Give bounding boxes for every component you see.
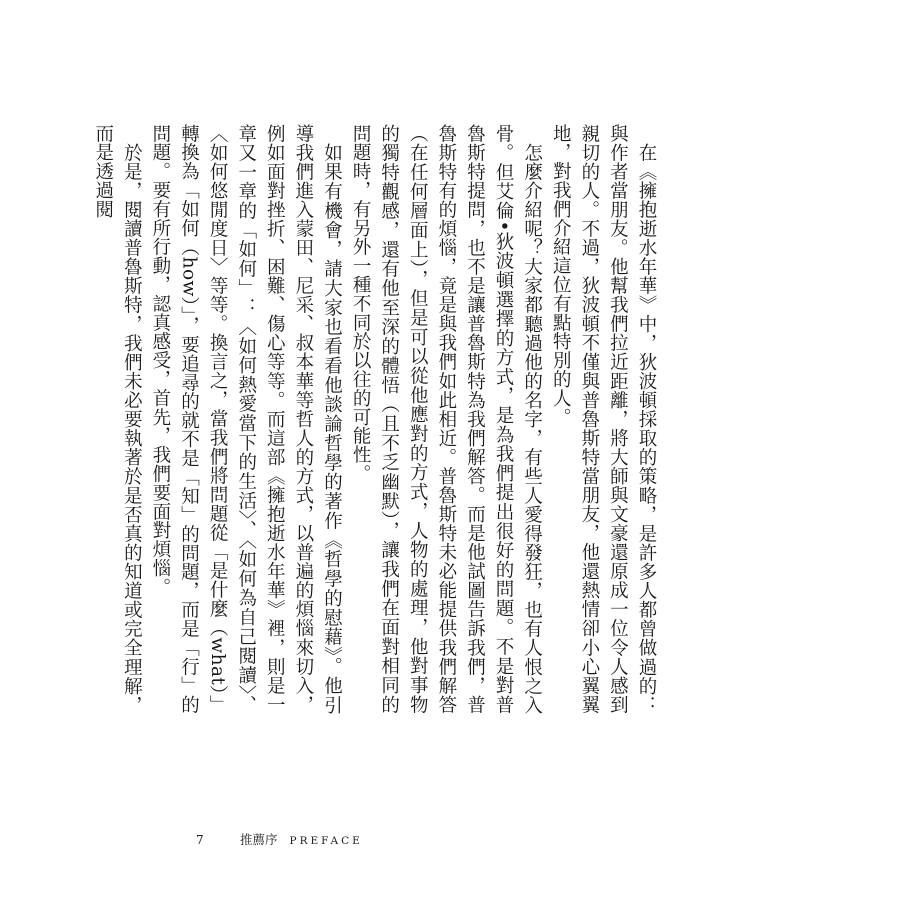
paragraph-1: 在《擁抱逝水年華》中，狄波頓採取的策略，是許多人都曾做過的：與作者當朋友。他幫我們拉近距離，將大師與文豪還原成一位令人感到親切的人。不過，狄波頓不僅與普魯斯特當朋友，他還熱情卻小心翼翼地，對我們介紹這位有點特別的人。 bbox=[550, 124, 657, 714]
section-title-chinese: 推薦序 bbox=[240, 832, 278, 847]
paragraph-3: 如果有機會，請大家也看看他談論哲學的著作《哲學的慰藉》。他引導我們進入蒙田、尼采、叔本華等哲人的方式，以普遍的煩惱來切入，例如面對挫折、困難、傷心等等。而這部《擁抱逝水年華》裡，則是一章又一章的「如何」：〈如何熱愛當下的生活〉、〈如何為自己閱讀〉、〈如何悠閒度日〉等等。換言之，當我們將問題從「是什麼（what）」轉換為「如何（how）」，要追尋的就不是「知」的問題，而是「行」的問題。要有所行動，認真感受，首先，我們要面對煩惱。 bbox=[149, 124, 343, 714]
page-footer bbox=[196, 830, 363, 850]
paragraph-2: 怎麼介紹呢？大家都聽過他的名字，有些人愛得發狂，也有人恨之入骨。但艾倫•狄波頓選擇的方式，是為我們提出很好的問題。不是對普魯斯特提問，也不是讓普魯斯特為我們解答。而是他試圖告訴我們，普魯斯特有的煩惱，竟是與我們如此相近。普魯斯特未必能提供我們解答（在任何層面上），但是可以從他應對的方式，人物的處理，他對事物的獨特觀感，還有他至深的體悟（且不乏幽默），讓我們在面對相同的問題時，有另外一種不同於以往的可能性。 bbox=[350, 124, 543, 714]
paragraph-4: 於是，閱讀普魯斯特，我們未必要執著於是否真的知道或完全理解，而是透過閱 bbox=[92, 124, 143, 714]
section-title-english: PREFACE bbox=[289, 835, 363, 847]
vertical-body-text bbox=[92, 124, 660, 714]
page-number: 7 bbox=[196, 833, 204, 847]
